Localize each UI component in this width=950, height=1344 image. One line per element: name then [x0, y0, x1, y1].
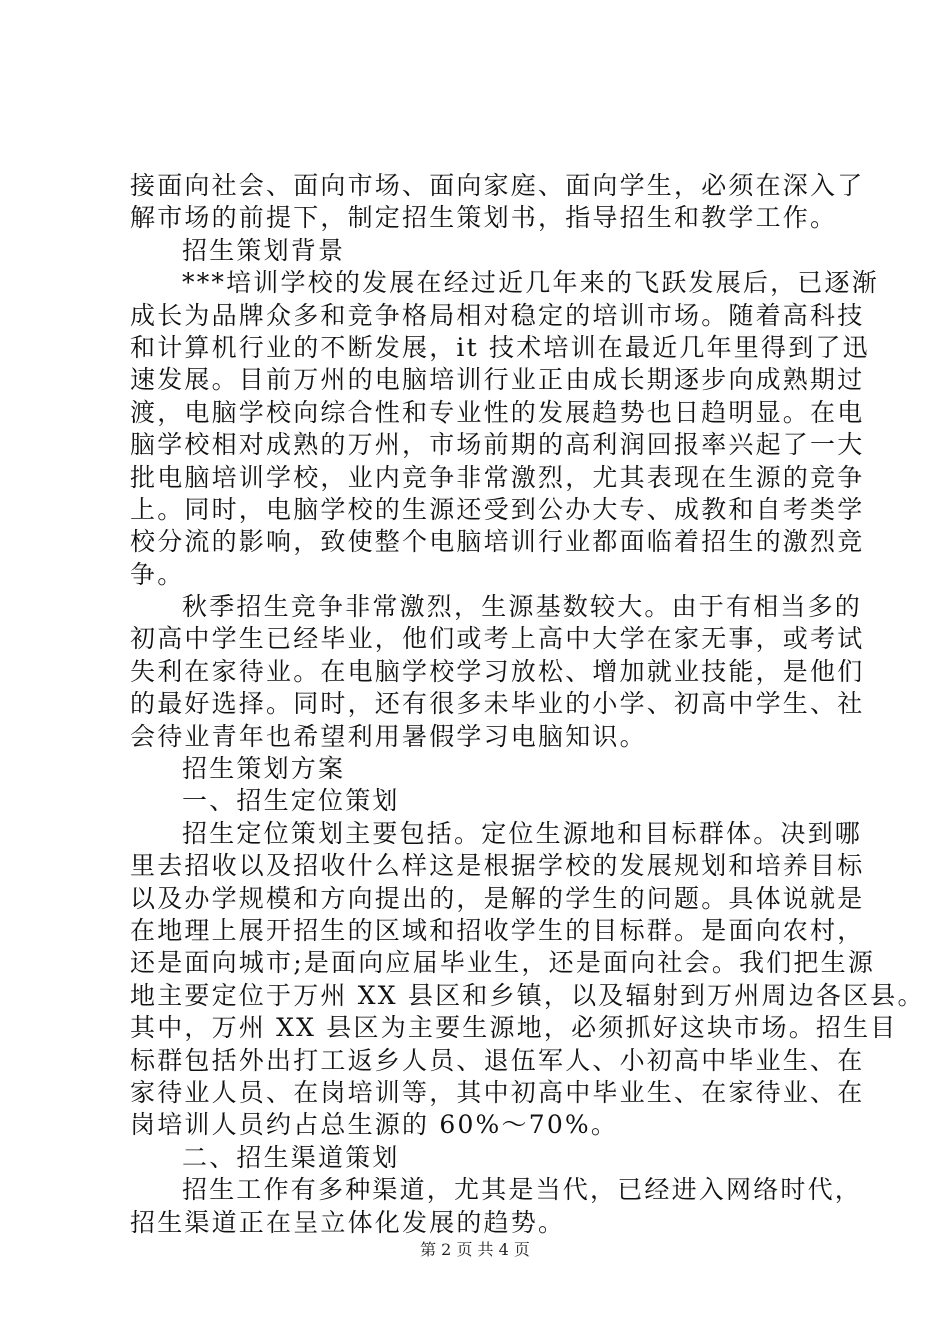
section-heading: 招生策划背景: [182, 235, 346, 265]
document-body: [130, 170, 925, 1239]
text-line: 脑学校相对成熟的万州，市场前期的高利润回报率兴起了一大: [130, 430, 865, 460]
text-line: 校分流的影响，致使整个电脑培训行业都面临着招生的激烈竞: [130, 527, 865, 557]
page-number-footer: 第 2 页 共 4 页: [420, 1240, 530, 1259]
text-line: 争。: [130, 559, 185, 589]
text-line: 批电脑培训学校，业内竞争非常激烈，尤其表现在生源的竞争: [130, 462, 865, 492]
section-heading: 一、招生定位策划: [182, 786, 400, 816]
text-line: 以及办学规模和方向提出的，是解的学生的问题。具体说就是: [130, 883, 865, 913]
text-line: 家待业人员、在岗培训等，其中初高中毕业生、在家待业、在: [130, 1077, 865, 1107]
text-line: 里去招收以及招收什么样这是根据学校的发展规划和培养目标: [130, 851, 865, 881]
text-line: 速发展。目前万州的电脑培训行业正由成长期逐步向成熟期过: [130, 365, 865, 395]
text-line: ***培训学校的发展在经过近几年来的飞跃发展后，已逐渐: [182, 268, 879, 298]
section-heading: 二、招生渠道策划: [182, 1142, 400, 1172]
text-line: 上。同时，电脑学校的生源还受到公办大专、成教和自考类学: [130, 494, 865, 524]
text-line: 地主要定位于万州 XX 县区和乡镇，以及辐射到万州周边各区县。: [130, 980, 925, 1010]
text-line: 的最好选择。同时，还有很多未毕业的小学、初高中学生、社: [130, 689, 865, 719]
text-line: 接面向社会、面向市场、面向家庭、面向学生，必须在深入了: [130, 171, 865, 200]
text-line: 招生渠道正在呈立体化发展的趋势。: [130, 1207, 566, 1237]
text-line: 其中，万州 XX 县区为主要生源地，必须抓好这块市场。招生目: [130, 1013, 898, 1043]
text-line: 招生工作有多种渠道，尤其是当代，已经进入网络时代，: [182, 1175, 863, 1205]
text-line: 初高中学生已经毕业，他们或考上高中大学在家无事，或考试: [130, 624, 865, 654]
text-line: 渡，电脑学校向综合性和专业性的发展趋势也日趋明显。在电: [130, 397, 865, 427]
text-line: 招生定位策划主要包括。定位生源地和目标群体。决到哪: [182, 818, 863, 848]
text-line: 会待业青年也希望利用暑假学习电脑知识。: [130, 721, 647, 751]
text-line: 和计算机行业的不断发展，it 技术培训在最近几年里得到了迅: [130, 332, 870, 362]
text-line: 失利在家待业。在电脑学校学习放松、增加就业技能，是他们: [130, 656, 865, 686]
text-line: 成长为品牌众多和竞争格局相对稳定的培训市场。随着高科技: [130, 300, 865, 330]
text-line: 秋季招生竞争非常激烈，生源基数较大。由于有相当多的: [182, 592, 863, 622]
text-line: 在地理上展开招生的区域和招收学生的目标群。是面向农村，: [130, 915, 865, 945]
section-heading: 招生策划方案: [182, 754, 346, 784]
text-line: 岗培训人员约占总生源的 60%～70%。: [130, 1110, 619, 1140]
text-line: 解市场的前提下，制定招生策划书，指导招生和教学工作。: [130, 203, 838, 233]
text-line: 还是面向城市;是面向应届毕业生，还是面向社会。我们把生源: [130, 948, 876, 978]
text-line: 标群包括外出打工返乡人员、退伍军人、小初高中毕业生、在: [130, 1045, 865, 1075]
